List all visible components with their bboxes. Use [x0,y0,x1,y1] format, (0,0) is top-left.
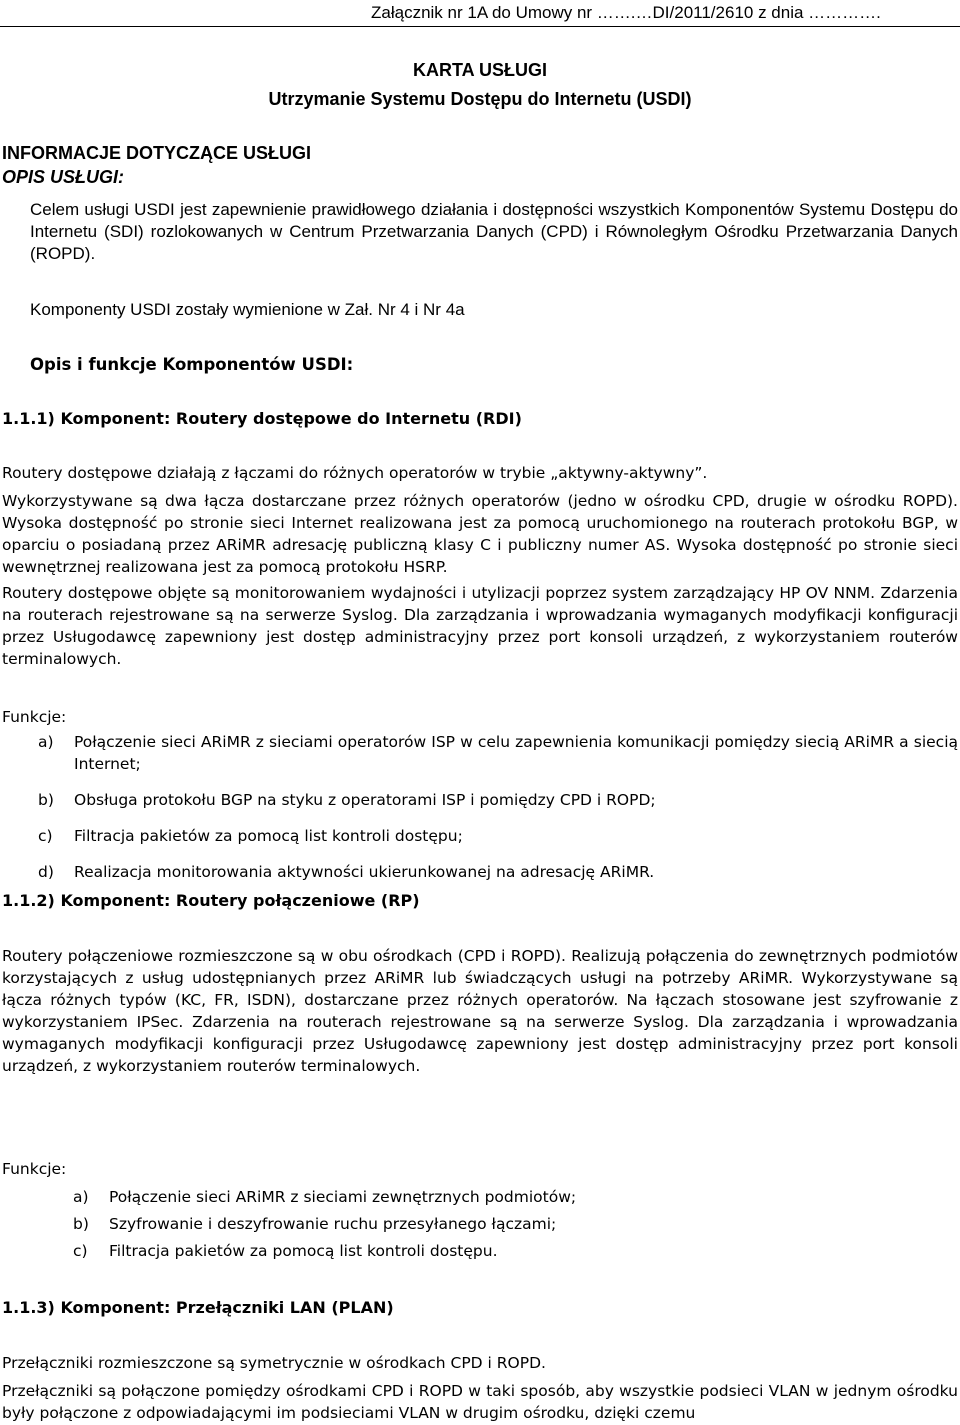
components-note: Komponenty USDI zostały wymienione w Zał. Nr 4 i Nr 4a [30,300,465,319]
list-item [73,1186,953,1208]
list-marker: c) [73,1242,88,1260]
annex-note: Załącznik nr 1A do Umowy nr …….…DI/2011/2610 z dnia …………. [371,3,881,22]
list-item [38,825,958,847]
list-item-text: Szyfrowanie i deszyfrowanie ruchu przesyłanego łączami; [109,1215,557,1233]
info-heading: INFORMACJE DOTYCZĄCE USŁUGI [2,143,312,163]
section-heading-rp: 1.1.2) Komponent: Routery połączeniowe (RP) [2,891,420,910]
list-item [73,1240,953,1262]
list-item [38,731,958,775]
rp-functions-label: Funkcje: [2,1160,67,1178]
list-marker: a) [38,733,54,751]
rdi-paragraph-1: Routery dostępowe działają z łączami do różnych operatorów w trybie „aktywny-aktywny”. [2,464,708,482]
list-item [38,789,958,811]
plan-paragraph-2: Przełączniki są połączone pomiędzy ośrodkami CPD i ROPD w taki sposób, aby wszystkie podsieci VLAN w jednym ośrodku były połączone z odpowiadającymi im podsieciami VLAN w drugim ośrodku, dzięki czemu [2,1382,958,1422]
rdi-functions-label: Funkcje: [2,708,67,726]
rdi-functions-list [38,731,958,883]
components-heading: Opis i funkcje Komponentów USDI: [30,355,354,374]
header-divider [0,26,960,27]
plan-paragraph-1: Przełączniki rozmieszczone są symetrycznie w ośrodkach CPD i ROPD. [2,1354,546,1372]
list-item-text: Obsługa protokołu BGP na styku z operatorami ISP i pomiędzy CPD i ROPD; [74,791,656,809]
list-marker: a) [73,1188,89,1206]
opis-heading: OPIS USŁUGI: [2,167,125,187]
list-item [73,1213,953,1235]
list-item-text: Połączenie sieci ARiMR z sieciami operatorów ISP w celu zapewnienia komunikacji pomiędzy siecią ARiMR a siecią Internet; [74,733,958,773]
list-item [38,861,958,883]
intro-paragraph: Celem usługi USDI jest zapewnienie prawidłowego działania i dostępności wszystkich Komponentów Systemu Dostępu do Internetu (SDI) rozlokowanych w Centrum Przetwarzania Danych (CPD) i Równoległym Ośrodku Przetwarzania Danych (ROPD). [30,200,958,263]
list-marker: c) [38,827,53,845]
list-marker: d) [38,863,54,881]
document-title: KARTA USŁUGI [413,60,547,80]
list-item-text: Realizacja monitorowania aktywności ukierunkowanej na adresację ARiMR. [74,863,655,881]
list-marker: b) [38,791,54,809]
document-subtitle: Utrzymanie Systemu Dostępu do Internetu (USDI) [268,89,692,109]
rp-paragraph-1: Routery połączeniowe rozmieszczone są w obu ośrodkach (CPD i ROPD). Realizują połączenia do zewnętrznych podmiotów korzystających z usług udostępnianych przez ARiMR lub świadczących usługi na potrzeby ARiMR. Wykorzystywane są łącza różnych typów (KC, FR, ISDN), dostarczane przez różnych operatorów. Na łączach stosowane jest szyfrowanie z wykorzystaniem IPSec. Zdarzenia na routerach rejestrowane są na serwerze Syslog. Dla zarządzania i wprowadzania wymaganych modyfikacji konfiguracji przez Usługodawcę zapewniony jest dostęp administracyjny przez port konsoli urządzeń, z wykorzystaniem routerów terminalowych. [2,947,958,1075]
list-item-text: Połączenie sieci ARiMR z sieciami zewnętrznych podmiotów; [109,1188,577,1206]
section-heading-plan: 1.1.3) Komponent: Przełączniki LAN (PLAN) [2,1298,394,1317]
rp-functions-list [73,1186,953,1262]
rdi-paragraph-3: Routery dostępowe objęte są monitorowaniem wydajności i utylizacji poprzez system zarządzający HP OV NNM. Zdarzenia na routerach rejestrowane są na serwerze Syslog. Dla zarządzania i wprowadzania wymaganych modyfikacji konfiguracji przez Usługodawcę zapewniony jest dostęp administracyjny przez port konsoli urządzeń, z wykorzystaniem routerów terminalowych. [2,584,958,668]
rdi-paragraph-2: Wykorzystywane są dwa łącza dostarczane przez różnych operatorów (jedno w ośrodku CPD, drugie w ośrodku ROPD). Wysoka dostępność po stronie sieci Internet realizowana jest za pomocą uruchomionego na routerach protokołu BGP, w oparciu o posiadaną przez ARiMR adresację publiczną klasy C i publiczny numer AS. Wysoka dostępność po stronie sieci wewnętrznej realizowana jest za pomocą protokołu HSRP. [2,492,958,576]
list-item-text: Filtracja pakietów za pomocą list kontroli dostępu; [74,827,463,845]
list-marker: b) [73,1215,89,1233]
list-item-text: Filtracja pakietów za pomocą list kontroli dostępu. [109,1242,498,1260]
section-heading-rdi: 1.1.1) Komponent: Routery dostępowe do Internetu (RDI) [2,409,522,428]
